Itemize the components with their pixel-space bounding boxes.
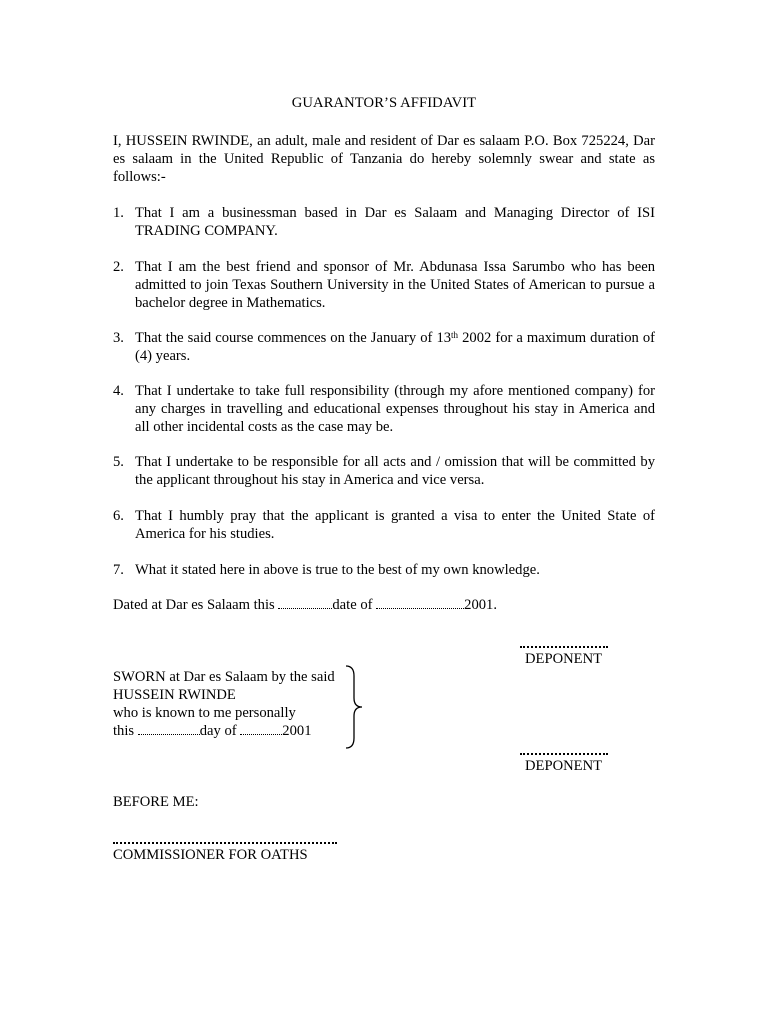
- sworn-this: this: [113, 723, 135, 739]
- commissioner-signature-line: [113, 842, 337, 844]
- intro-paragraph: I, HUSSEIN RWINDE, an adult, male and resident of Dar es salaam P.O. Box 725224, Dar es salaam in the United Republic of Tanzania do hereby solemnly swear and state as follows:-: [113, 133, 655, 185]
- item-text: What it stated here in above is true to the best of my own knowledge.: [135, 562, 540, 578]
- list-item: [113, 453, 655, 489]
- list-item: [113, 507, 655, 543]
- deponent-label: DEPONENT: [525, 651, 603, 667]
- item-text-end: 2002 for a maximum duration of (4) years.: [135, 330, 655, 364]
- item-number: 1.: [113, 205, 124, 221]
- sworn-line-1: SWORN at Dar es Salaam by the said: [113, 669, 335, 685]
- item-text: That I undertake to take full responsibility (through my afore mentioned company) for any charges in travelling and educational expenses throughout his stay in America and all other incidental costs as the case may be.: [135, 383, 655, 435]
- dated-middle: date of: [332, 597, 373, 613]
- dated-prefix: Dated at Dar es Salaam this: [113, 597, 275, 613]
- item-number: 7.: [113, 562, 124, 578]
- document-title: GUARANTOR’S AFFIDAVIT: [291, 95, 477, 111]
- before-me-label: BEFORE ME:: [113, 794, 199, 810]
- item-text: [135, 329, 655, 365]
- sworn-day-of: day of: [199, 723, 237, 739]
- list-item: [113, 329, 655, 365]
- deponent-label-2: DEPONENT: [525, 758, 603, 774]
- list-item: [113, 561, 655, 579]
- day-blank: [278, 596, 332, 609]
- deponent-signature-line-2: [520, 753, 608, 755]
- curly-brace-icon: [340, 664, 364, 750]
- sworn-year: 2001: [282, 723, 312, 739]
- list-item: [113, 382, 655, 436]
- list-item: [113, 204, 655, 240]
- sworn-month-blank: [240, 722, 282, 735]
- list-item: [113, 258, 655, 312]
- item-text: That I undertake to be responsible for all acts and / omission that will be committed by the applicant throughout his stay in America and vice versa.: [135, 454, 655, 488]
- commissioner-label: COMMISSIONER FOR OATHS: [113, 847, 308, 863]
- dated-suffix: 2001.: [464, 597, 497, 613]
- ordinal-suffix: th: [451, 330, 459, 340]
- item-number: 5.: [113, 454, 124, 470]
- sworn-day-blank: [138, 722, 200, 735]
- month-blank: [376, 596, 464, 609]
- dated-line: [113, 596, 497, 614]
- item-number: 6.: [113, 508, 124, 524]
- item-text-start: That the said course commences on the January of 13: [135, 330, 452, 346]
- sworn-line-2: HUSSEIN RWINDE: [113, 687, 236, 703]
- item-number: 3.: [113, 330, 124, 346]
- item-text: That I am the best friend and sponsor of Mr. Abdunasa Issa Sarumbo who has been admitted to join Texas Southern University in the United States of American to pursue a bachelor degree in Mathematics.: [135, 259, 655, 311]
- sworn-line-4: [113, 722, 311, 740]
- item-text: That I am a businessman based in Dar es Salaam and Managing Director of ISI TRADING COMPANY.: [135, 205, 655, 239]
- deponent-signature-line: [520, 646, 608, 648]
- item-number: 2.: [113, 259, 124, 275]
- item-text: That I humbly pray that the applicant is granted a visa to enter the United State of America for his studies.: [135, 508, 655, 542]
- sworn-line-3: who is known to me personally: [113, 705, 296, 721]
- item-number: 4.: [113, 383, 124, 399]
